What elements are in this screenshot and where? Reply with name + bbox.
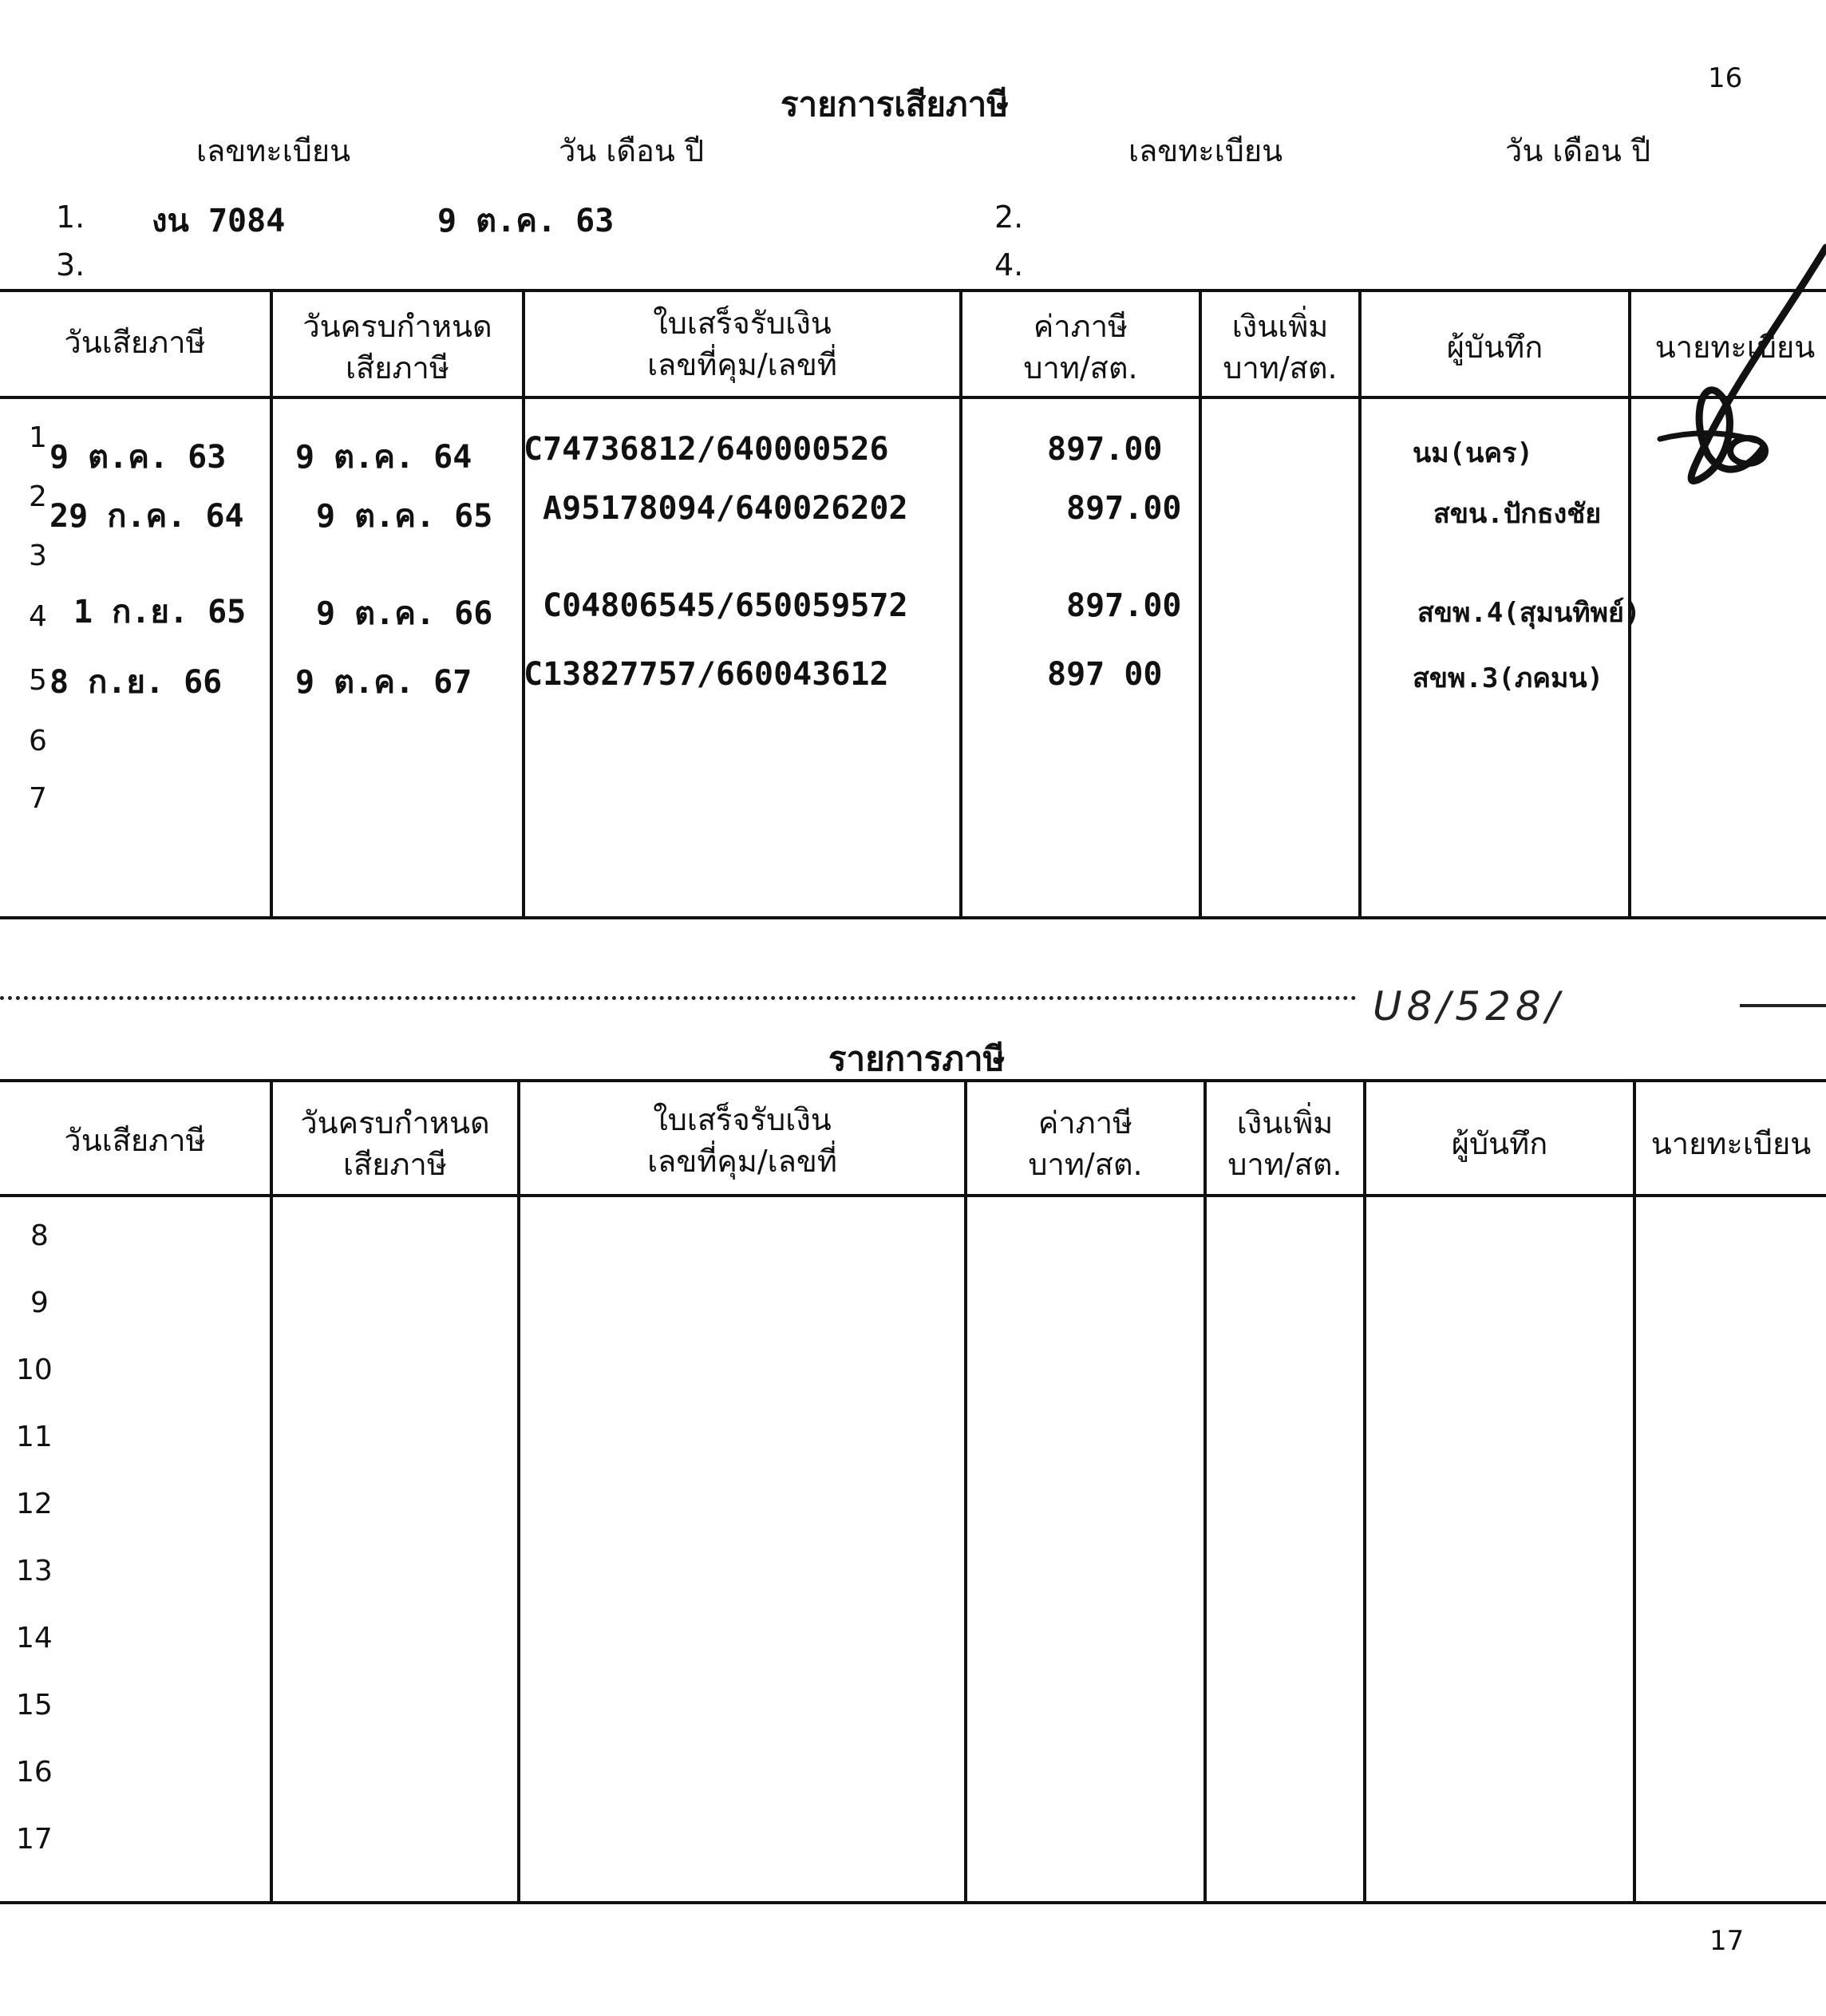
header-registrar: นายทะเบียน [1650, 1126, 1812, 1161]
cell-recorder: สขพ.4(สุมนทิพย์) [1417, 597, 1641, 629]
date-label-right: วัน เดือน ปี [1505, 133, 1651, 168]
row-number: 15 [16, 1689, 53, 1722]
table1-top-border [0, 289, 1826, 292]
row-number: 1 [29, 421, 47, 454]
header-due-date: วันครบกำหนด [300, 1105, 490, 1140]
row-number: 6 [29, 725, 47, 757]
cell-recorder: นม(นคร) [1413, 437, 1533, 469]
cell-recorder: สขน.ปักธงชัย [1433, 498, 1602, 530]
row-number: 4 [29, 600, 47, 633]
header-tax-unit: บาท/สต. [1028, 1147, 1143, 1182]
cell-paid-date: 9 ต.ค. 63 [49, 439, 227, 476]
row-number: 8 [30, 1219, 49, 1252]
header-recorder: ผู้บันทึก [1451, 1126, 1548, 1161]
row-number: 7 [29, 782, 47, 815]
header-extra: เงินเพิ่ม [1236, 1105, 1334, 1140]
header-tax: ค่าภาษี [1033, 309, 1128, 344]
separator-line [0, 996, 1357, 1011]
cell-paid-date: 29 ก.ค. 64 [49, 498, 244, 535]
table2-top-border [0, 1079, 1826, 1082]
table2-divider [1633, 1079, 1636, 1904]
registrar-signature [1628, 231, 1826, 503]
page-number-top: 16 [1708, 62, 1743, 94]
cell-due-date: 9 ต.ค. 67 [295, 664, 472, 701]
reg-label-right: เลขทะเบียน [1128, 133, 1283, 168]
cell-receipt: C13827757/660043612 [524, 656, 889, 693]
header-due-date-sub: เสียภาษี [343, 1147, 447, 1182]
row-number: 5 [29, 664, 47, 697]
row-number: 17 [16, 1823, 53, 1856]
header-receipt-sub: เลขที่คุม/เลขที่ [647, 1144, 837, 1179]
header-extra-unit: บาท/สต. [1223, 350, 1338, 385]
cell-recorder: สขพ.3(ภคมน) [1413, 662, 1604, 694]
header-due-date-sub: เสียภาษี [346, 350, 449, 385]
page-number-bottom: 17 [1709, 1925, 1745, 1957]
cell-tax: 897.00 [1047, 431, 1163, 468]
row-number: 9 [30, 1287, 49, 1319]
section2-title: รายการภาษี [828, 1039, 1006, 1078]
section1-title: รายการเสียภาษี [781, 85, 1009, 124]
table1-divider [1358, 289, 1362, 919]
header-extra: เงินเพิ่ม [1231, 309, 1329, 344]
row-number: 10 [16, 1354, 53, 1386]
cell-due-date: 9 ต.ค. 64 [295, 439, 472, 476]
header-extra-unit: บาท/สต. [1227, 1147, 1342, 1182]
reg-label-left: เลขทะเบียน [196, 133, 351, 168]
cell-receipt: A95178094/640026202 [543, 490, 908, 527]
header-registrar: นายทะเบียน [1654, 330, 1816, 365]
cell-due-date: 9 ต.ค. 66 [316, 595, 493, 632]
table2-bottom-border [0, 1901, 1826, 1904]
entry-date: 9 ต.ค. 63 [437, 203, 615, 239]
row-number: 2 [29, 480, 47, 513]
row-number: 12 [16, 1488, 53, 1520]
cell-tax: 897 00 [1047, 656, 1163, 693]
cell-receipt: C04806545/650059572 [543, 587, 908, 624]
entry-number: 1. [56, 200, 85, 235]
table2-divider [964, 1079, 967, 1904]
header-receipt: ใบเสร็จรับเงิน [653, 1102, 832, 1137]
cell-paid-date: 8 ก.ย. 66 [49, 664, 223, 701]
cell-paid-date: 1 ก.ย. 65 [73, 594, 247, 630]
table2-divider [517, 1079, 520, 1904]
header-paid-date: วันเสียภาษี [64, 325, 206, 360]
header-recorder: ผู้บันทึก [1446, 330, 1543, 365]
stamp-number: U8/528/ [1373, 983, 1564, 1030]
entry-number: 4. [994, 247, 1024, 283]
header-receipt-sub: เลขที่คุม/เลขที่ [647, 347, 837, 382]
row-number: 3 [29, 540, 47, 572]
entry-reg: งน 7084 [152, 203, 286, 239]
cell-receipt: C74736812/640000526 [524, 431, 889, 468]
cell-due-date: 9 ต.ค. 65 [316, 498, 493, 535]
table1-header-border [0, 396, 1826, 399]
row-number: 11 [16, 1421, 53, 1453]
table2-divider [1204, 1079, 1207, 1904]
row-number: 14 [16, 1622, 53, 1654]
cell-tax: 897.00 [1066, 490, 1182, 527]
table1-bottom-border [0, 916, 1826, 919]
date-label-left: วัน เดือน ปี [559, 133, 705, 168]
table2-divider [1363, 1079, 1366, 1904]
separator-line [1740, 1004, 1826, 1007]
row-number: 13 [16, 1555, 53, 1587]
entry-number: 3. [56, 247, 85, 283]
entry-number: 2. [994, 200, 1024, 235]
header-tax: ค่าภาษี [1038, 1105, 1133, 1140]
header-due-date: วันครบกำหนด [302, 309, 492, 344]
header-paid-date: วันเสียภาษี [64, 1123, 206, 1158]
cell-tax: 897.00 [1066, 587, 1182, 624]
row-number: 16 [16, 1756, 53, 1789]
header-tax-unit: บาท/สต. [1023, 350, 1138, 385]
table2-divider [270, 1079, 273, 1904]
header-receipt: ใบเสร็จรับเงิน [653, 306, 832, 341]
table2-header-border [0, 1194, 1826, 1197]
